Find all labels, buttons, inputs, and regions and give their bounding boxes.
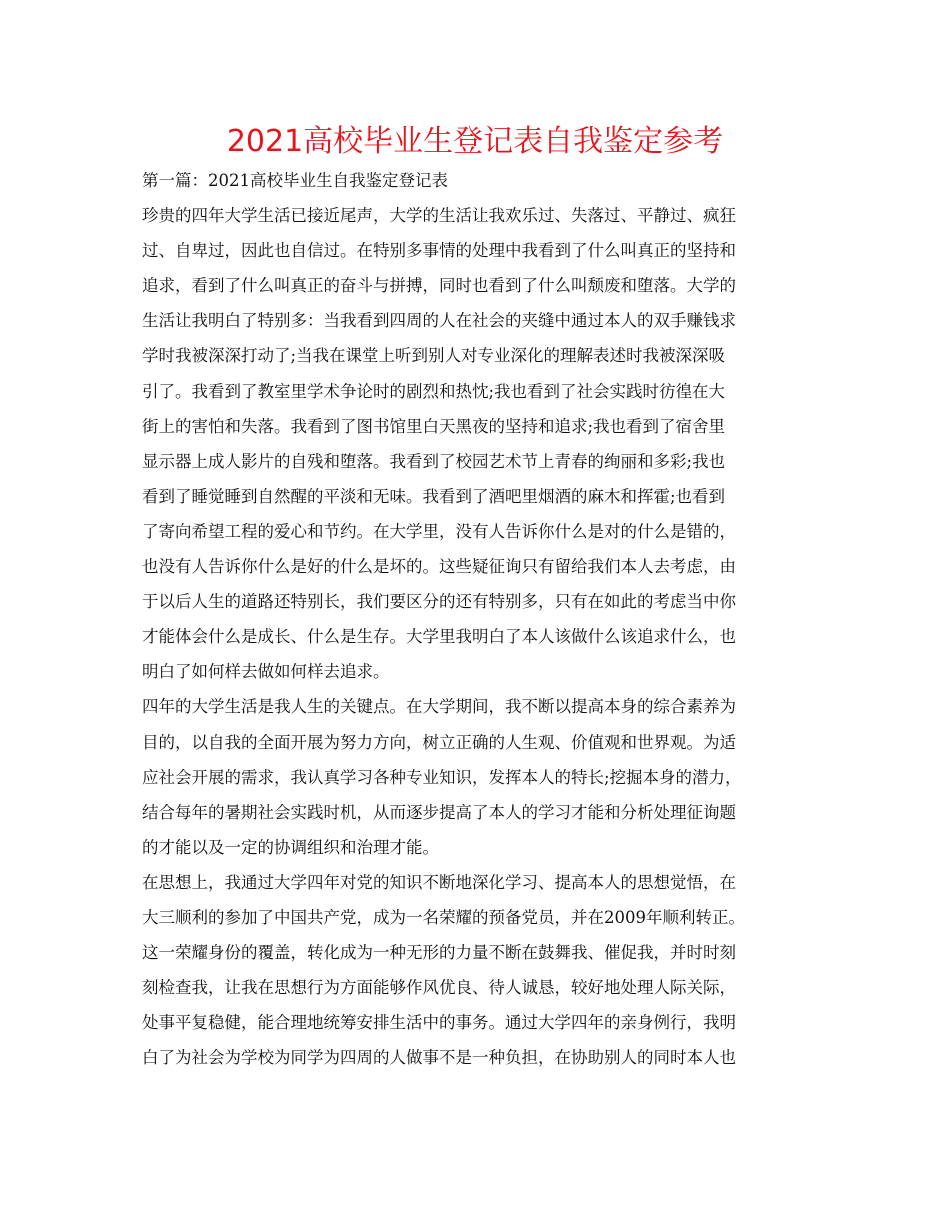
text-line: 结合每年的暑期社会实践时机，从而逐步提高了本人的学习才能和分析处理征询题 (142, 802, 736, 822)
text-line: 在思想上，我通过大学四年对党的知识不断地深化学习、提高本人的思想觉悟，在 (142, 872, 736, 892)
text-line: 也没有人告诉你什么是好的什么是坏的。这些疑征询只有留给我们本人去考虑，由 (142, 557, 736, 577)
text-line: 街上的害怕和失落。我看到了图书馆里白天黑夜的坚持和追求;我也看到了宿舍里 (142, 416, 726, 436)
text-line: 这一荣耀身份的覆盖，转化成为一种无形的力量不断在鼓舞我、催促我，并时时刻 (142, 943, 736, 963)
text-line: 学时我被深深打动了;当我在课堂上听到别人对专业深化的理解表述时我被深深吸 (142, 346, 726, 366)
section-heading: 第一篇：2021高校毕业生自我鉴定登记表 (142, 171, 448, 190)
text-line: 于以后人生的道路还特别长，我们要区分的还有特别多，只有在如此的考虑当中你 (142, 592, 736, 612)
text-line: 了寄向希望工程的爱心和节约。在大学里，没有人告诉你什么是对的什么是错的， (142, 521, 736, 541)
text-line: 应社会开展的需求，我认真学习各种专业知识，发挥本人的特长;挖掘本身的潜力， (142, 767, 742, 787)
text-line: 生活让我明白了特别多：当我看到四周的人在社会的夹缝中通过本人的双手赚钱求 (142, 311, 736, 331)
text-line: 看到了睡觉睡到自然醒的平淡和无味。我看到了酒吧里烟酒的麻木和挥霍;也看到 (142, 486, 726, 506)
text-line: 目的，以自我的全面开展为努力方向，树立正确的人生观、价值观和世界观。为适 (142, 732, 736, 752)
text-line: 才能体会什么是成长、什么是生存。大学里我明白了本人该做什么该追求什么，也 (142, 627, 736, 647)
text-line: 珍贵的四年大学生活已接近尾声，大学的生活让我欢乐过、失落过、平静过、疯狂 (142, 206, 736, 226)
text-line: 明白了如何样去做如何样去追求。 (142, 662, 390, 682)
text-line: 刻检查我，让我在思想行为方面能够作风优良、待人诚恳，较好地处理人际关际， (142, 978, 736, 998)
document-body (142, 163, 832, 1075)
text-line: 处事平复稳健，能合理地统筹安排生活中的事务。通过大学四年的亲身例行，我明 (142, 1013, 736, 1033)
text-line: 过、自卑过，因此也自信过。在特别多事情的处理中我看到了什么叫真正的坚持和 (142, 241, 736, 261)
text-line: 追求，看到了什么叫真正的奋斗与拼搏，同时也看到了什么叫颓废和堕落。大学的 (142, 276, 736, 296)
text-line: 大三顺利的参加了中国共产党，成为一名荣耀的预备党员，并在2009年顺利转正。 (142, 907, 745, 927)
text-line: 显示器上成人影片的自残和堕落。我看到了校园艺术节上青春的绚丽和多彩;我也 (142, 451, 726, 471)
text-line: 四年的大学生活是我人生的关键点。在大学期间，我不断以提高本身的综合素养为 (142, 697, 736, 717)
text-line: 的才能以及一定的协调组织和治理才能。 (142, 837, 439, 857)
text-line: 白了为社会为学校为同学为四周的人做事不是一种负担，在协助别人的同时本人也 (142, 1048, 736, 1068)
text-line: 引了。我看到了教室里学术争论时的剧烈和热忱;我也看到了社会实践时彷徨在大 (142, 381, 726, 401)
document-title: 2021高校毕业生登记表自我鉴定参考 (226, 124, 724, 159)
